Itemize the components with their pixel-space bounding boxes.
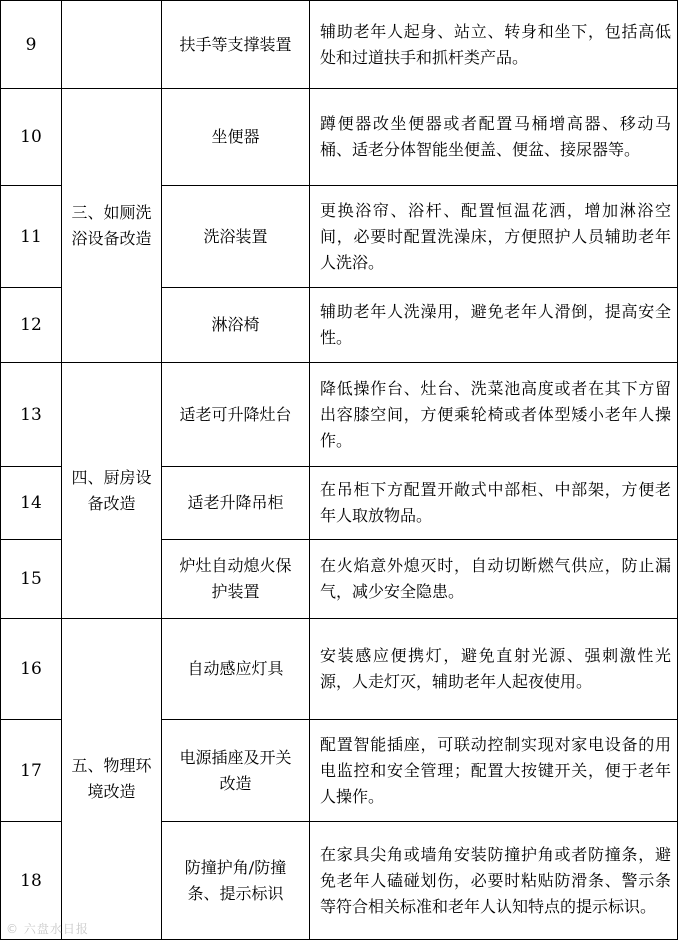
item-description: 降低操作台、灶台、洗菜池高度或者在其下方留出容膝空间，方便乘轮椅或者体型矮小老年人操作。 (310, 363, 678, 467)
item-name: 淋浴椅 (162, 288, 310, 363)
row-number: 18 (1, 822, 62, 940)
row-number: 16 (1, 619, 62, 720)
item-description: 蹲便器改坐便器或者配置马桶增高器、移动马桶、适老分体智能坐便盖、便盆、接尿器等。 (310, 89, 678, 186)
item-name: 自动感应灯具 (162, 619, 310, 720)
item-name: 炉灶自动熄火保护装置 (162, 540, 310, 619)
item-description: 配置智能插座，可联动控制实现对家电设备的用电监控和安全管理；配置大按键开关，便于老年人操作。 (310, 720, 678, 822)
watermark-logo-icon: © (6, 922, 19, 936)
item-description: 辅助老年人起身、站立、转身和坐下，包括高低处和过道扶手和抓杆类产品。 (310, 1, 678, 89)
table-row (1, 1, 678, 89)
category-bathroom: 三、如厕洗浴设备改造 (62, 89, 162, 363)
item-name: 坐便器 (162, 89, 310, 186)
row-number: 14 (1, 467, 62, 540)
item-name: 电源插座及开关改造 (162, 720, 310, 822)
item-name: 扶手等支撑装置 (162, 1, 310, 89)
item-name: 防撞护角/防撞条、提示标识 (162, 822, 310, 940)
row-number: 17 (1, 720, 62, 822)
item-name: 适老升降吊柜 (162, 467, 310, 540)
category-kitchen: 四、厨房设备改造 (62, 363, 162, 619)
item-description: 更换浴帘、浴杆、配置恒温花洒，增加淋浴空间，必要时配置洗澡床，方便照护人员辅助老年人洗浴。 (310, 186, 678, 288)
table-row (1, 89, 678, 186)
row-number: 12 (1, 288, 62, 363)
item-description: 在火焰意外熄灭时，自动切断燃气供应，防止漏气，减少安全隐患。 (310, 540, 678, 619)
row-number: 13 (1, 363, 62, 467)
item-description: 在吊柜下方配置开敞式中部柜、中部架，方便老年人取放物品。 (310, 467, 678, 540)
table-row (1, 619, 678, 720)
row-number: 15 (1, 540, 62, 619)
item-description: 辅助老年人洗澡用，避免老年人滑倒，提高安全性。 (310, 288, 678, 363)
item-name: 适老可升降灶台 (162, 363, 310, 467)
category-cell (62, 1, 162, 89)
row-number: 11 (1, 186, 62, 288)
watermark (6, 920, 89, 937)
category-environment: 五、物理环境改造 (62, 619, 162, 940)
row-number: 9 (1, 1, 62, 89)
item-description: 安装感应便携灯，避免直射光源、强刺激性光源，人走灯灭，辅助老年人起夜使用。 (310, 619, 678, 720)
watermark-text: 六盘水日报 (23, 922, 89, 936)
item-name: 洗浴装置 (162, 186, 310, 288)
table-row (1, 363, 678, 467)
row-number: 10 (1, 89, 62, 186)
item-description: 在家具尖角或墙角安装防撞护角或者防撞条，避免老年人磕碰划伤，必要时粘贴防滑条、警示条等符合相关标准和老年人认知特点的提示标识。 (310, 822, 678, 940)
